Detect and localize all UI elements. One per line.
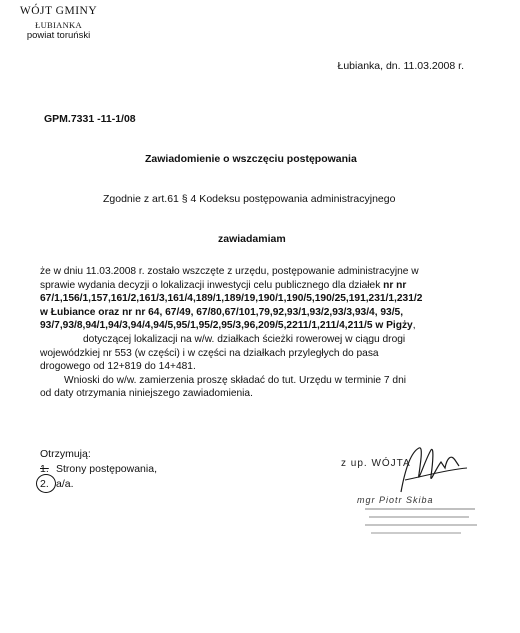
body-line: od daty otrzymania niniejszego zawiadomienia.: [40, 388, 253, 400]
recipient-number: [40, 477, 56, 492]
legal-basis: Zgodnie z art.61 § 4 Kodeksu postępowania administracyjnego: [103, 193, 396, 205]
recipients-heading: Otrzymują:: [40, 448, 91, 460]
recipients-list: [40, 447, 157, 492]
signature-per-procura: z up. WÓJTA: [341, 458, 411, 469]
body-line-bold: nr nr: [383, 279, 407, 291]
body-line: że w dniu 11.03.2008 r. zostało wszczęte z urzędu, postępowanie administracyjne w: [40, 266, 419, 277]
body-line-text: ,: [412, 320, 416, 332]
reference-number: GPM.7331 -11-1/08: [44, 113, 136, 125]
stamp-office: WÓJT GMINY: [19, 5, 98, 17]
body-line: [40, 319, 500, 333]
notify-word: zawiadamiam: [218, 233, 286, 245]
parcel-list-1: 67/1,156/1,157,161/2,161/3,161/4,189/1,189/19,190/1,190/5,190/25,191,231/1,231/2: [40, 293, 423, 305]
notice-body: [40, 265, 500, 401]
place-date: Łubianka, dn. 11.03.2008 r.: [337, 60, 464, 72]
body-line: drogowego od 12+819 do 14+481.: [40, 361, 196, 373]
office-stamp: [6, 6, 111, 41]
recipient-item: [40, 477, 157, 492]
recipient-text: a/a.: [56, 478, 74, 490]
signatory-name: mgr Piotr Skiba: [357, 495, 434, 505]
recipient-number-text: 2.: [40, 478, 49, 490]
body-line: [40, 279, 500, 293]
body-line: [40, 306, 500, 320]
document-title: Zawiadomienie o wszczęciu postępowania: [145, 153, 357, 165]
body-line-text: sprawie wydania decyzji o lokalizacji inwestycji celu publicznego dla działek: [40, 279, 384, 291]
parcel-list-3: 93/7,93/8,94/1,94/3,94/4,94/5,95/1,95/2,95/3,96,209/5,2211/1,211/4,211/5 w Pigży: [40, 320, 413, 332]
parcel-list-2: w Łubiance oraz nr nr 64, 67/49, 67/80,67/101,79,92,93/1,93/2,93/3,93/4, 93/5,: [40, 306, 404, 318]
handwritten-circle-mark: [36, 474, 56, 493]
recipient-text: Strony postępowania,: [56, 463, 157, 475]
body-line: wojewódzkiej nr 553 (w części) i w części na działkach przyległych do pasa: [40, 347, 379, 359]
stamp-municipality: ŁUBIANKA: [35, 19, 82, 30]
body-line: dotyczącej lokalizacji na w/w. działkach ścieżki rowerowej w ciągu drogi: [83, 333, 406, 345]
signature-block: [335, 440, 505, 550]
stamp-county: powiat toruński: [26, 30, 91, 41]
recipient-item: [40, 462, 157, 477]
recipient-number: 1.: [40, 463, 49, 475]
body-line: [40, 292, 500, 306]
body-line: Wnioski do w/w. zamierzenia proszę składać do tut. Urzędu w terminie 7 dni: [64, 374, 406, 386]
